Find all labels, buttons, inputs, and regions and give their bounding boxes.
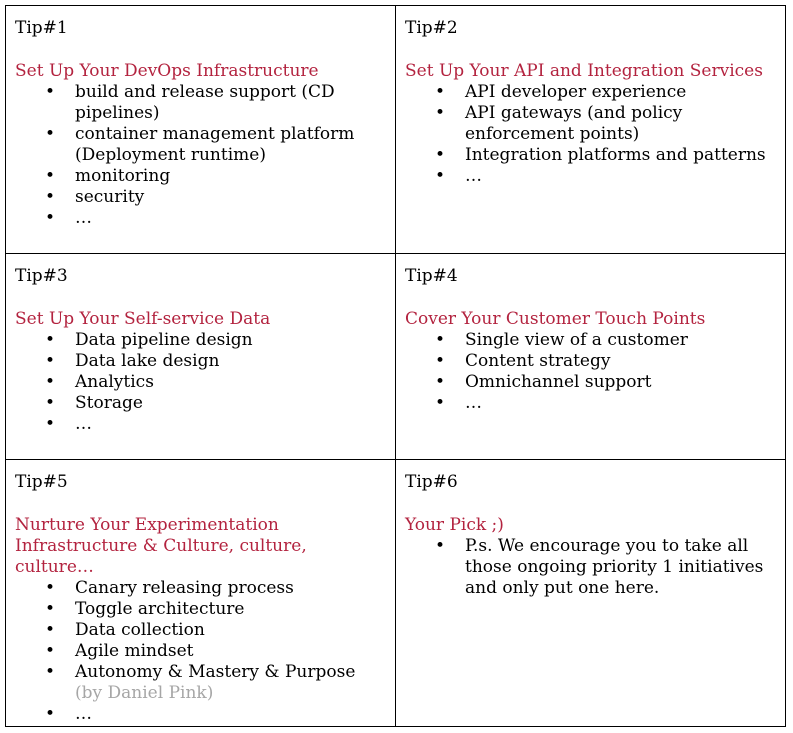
list-item-text: security [75,187,145,207]
tip-title: Your Pick ;) [405,515,504,535]
tip-title: Set Up Your API and Integration Services [405,61,763,81]
list-item-text: Integration platforms and patterns [465,145,766,165]
bullet-icon: • [45,124,56,144]
list-item-text: … [75,208,92,228]
list-item-text: build and release support (CD pipelines) [75,82,335,123]
tip-label: Tip#1 [15,18,68,38]
bullet-icon: • [435,372,446,392]
tip-label: Tip#3 [15,266,68,286]
list-item-text: Data lake design [75,351,220,371]
list-item [405,145,776,166]
list-item [405,330,776,351]
list-item [405,536,776,599]
bullet-icon: • [45,166,56,186]
bullet-icon: • [435,393,446,413]
bullet-icon: • [45,330,56,350]
list-item [15,330,386,351]
bullet-icon: • [45,208,56,228]
list-item-text: container management platform (Deployment runtime) [75,124,355,165]
tip-list [405,536,776,599]
tip-cell-5 [6,460,396,727]
tip-list [405,330,776,414]
list-item-text: Single view of a customer [465,330,688,350]
table-row [6,254,786,460]
list-item [15,124,386,166]
list-item [15,393,386,414]
tip-title: Nurture Your Experimentation Infrastructure & Culture, culture, culture… [15,515,307,577]
list-item [15,351,386,372]
bullet-icon: • [45,662,56,682]
bullet-icon: • [45,414,56,434]
tip-label: Tip#4 [405,266,458,286]
attribution-note: (by Daniel Pink) [75,683,214,703]
list-item-text: Canary releasing process [75,578,294,598]
list-item [15,372,386,393]
tip-cell-3 [6,254,396,460]
table-row [6,6,786,254]
bullet-icon: • [435,330,446,350]
table-row [6,460,786,727]
tip-cell-6 [396,460,786,727]
bullet-icon: • [435,166,446,186]
tip-title: Set Up Your Self-service Data [15,309,271,329]
tip-title: Cover Your Customer Touch Points [405,309,706,329]
list-item [15,641,386,662]
list-item-text: Content strategy [465,351,611,371]
list-item-text: Data collection [75,620,205,640]
list-item [15,704,386,725]
tip-cell-2 [396,6,786,254]
list-item-text: Omnichannel support [465,372,652,392]
list-item [405,82,776,103]
list-item [15,620,386,641]
list-item-text: Storage [75,393,143,413]
tip-label: Tip#2 [405,18,458,38]
list-item-text: P.s. We encourage you to take all those ongoing priority 1 initiatives and only put one here. [465,536,764,598]
list-item-text: … [465,393,482,413]
bullet-icon: • [45,393,56,413]
list-item [15,82,386,124]
list-item [405,351,776,372]
tip-title: Set Up Your DevOps Infrastructure [15,61,319,81]
bullet-icon: • [435,351,446,371]
bullet-icon: • [435,145,446,165]
tip-cell-4 [396,254,786,460]
bullet-icon: • [435,536,446,556]
list-item [15,414,386,435]
list-item [405,103,776,145]
list-item [15,187,386,208]
bullet-icon: • [435,82,446,102]
tip-cell-1 [6,6,396,254]
list-item-text: Agile mindset [75,641,194,661]
bullet-icon: • [435,103,446,123]
list-item [15,578,386,599]
list-item-text: Data pipeline design [75,330,253,350]
bullet-icon: • [45,351,56,371]
list-item-text: … [465,166,482,186]
list-item [405,393,776,414]
bullet-icon: • [45,620,56,640]
list-item-text: … [75,414,92,434]
tip-list [15,330,386,435]
tips-table [5,5,786,727]
tip-list [15,82,386,229]
list-item [15,166,386,187]
bullet-icon: • [45,599,56,619]
tip-label: Tip#6 [405,472,458,492]
list-item-text: Analytics [75,372,154,392]
list-item-text: API developer experience [465,82,687,102]
list-item [405,372,776,393]
bullet-icon: • [45,578,56,598]
list-item-text: monitoring [75,166,171,186]
bullet-icon: • [45,82,56,102]
list-item [405,166,776,187]
list-item-text: … [75,704,92,724]
bullet-icon: • [45,641,56,661]
list-item-text: Autonomy & Mastery & Purpose [75,662,356,682]
list-item-text: API gateways (and policy enforcement points) [465,103,683,144]
tip-label: Tip#5 [15,472,68,492]
bullet-icon: • [45,372,56,392]
list-item [15,662,386,704]
tip-list [15,578,386,725]
tip-list [405,82,776,187]
list-item [15,208,386,229]
bullet-icon: • [45,187,56,207]
list-item [15,599,386,620]
bullet-icon: • [45,704,56,724]
list-item-text: Toggle architecture [75,599,245,619]
